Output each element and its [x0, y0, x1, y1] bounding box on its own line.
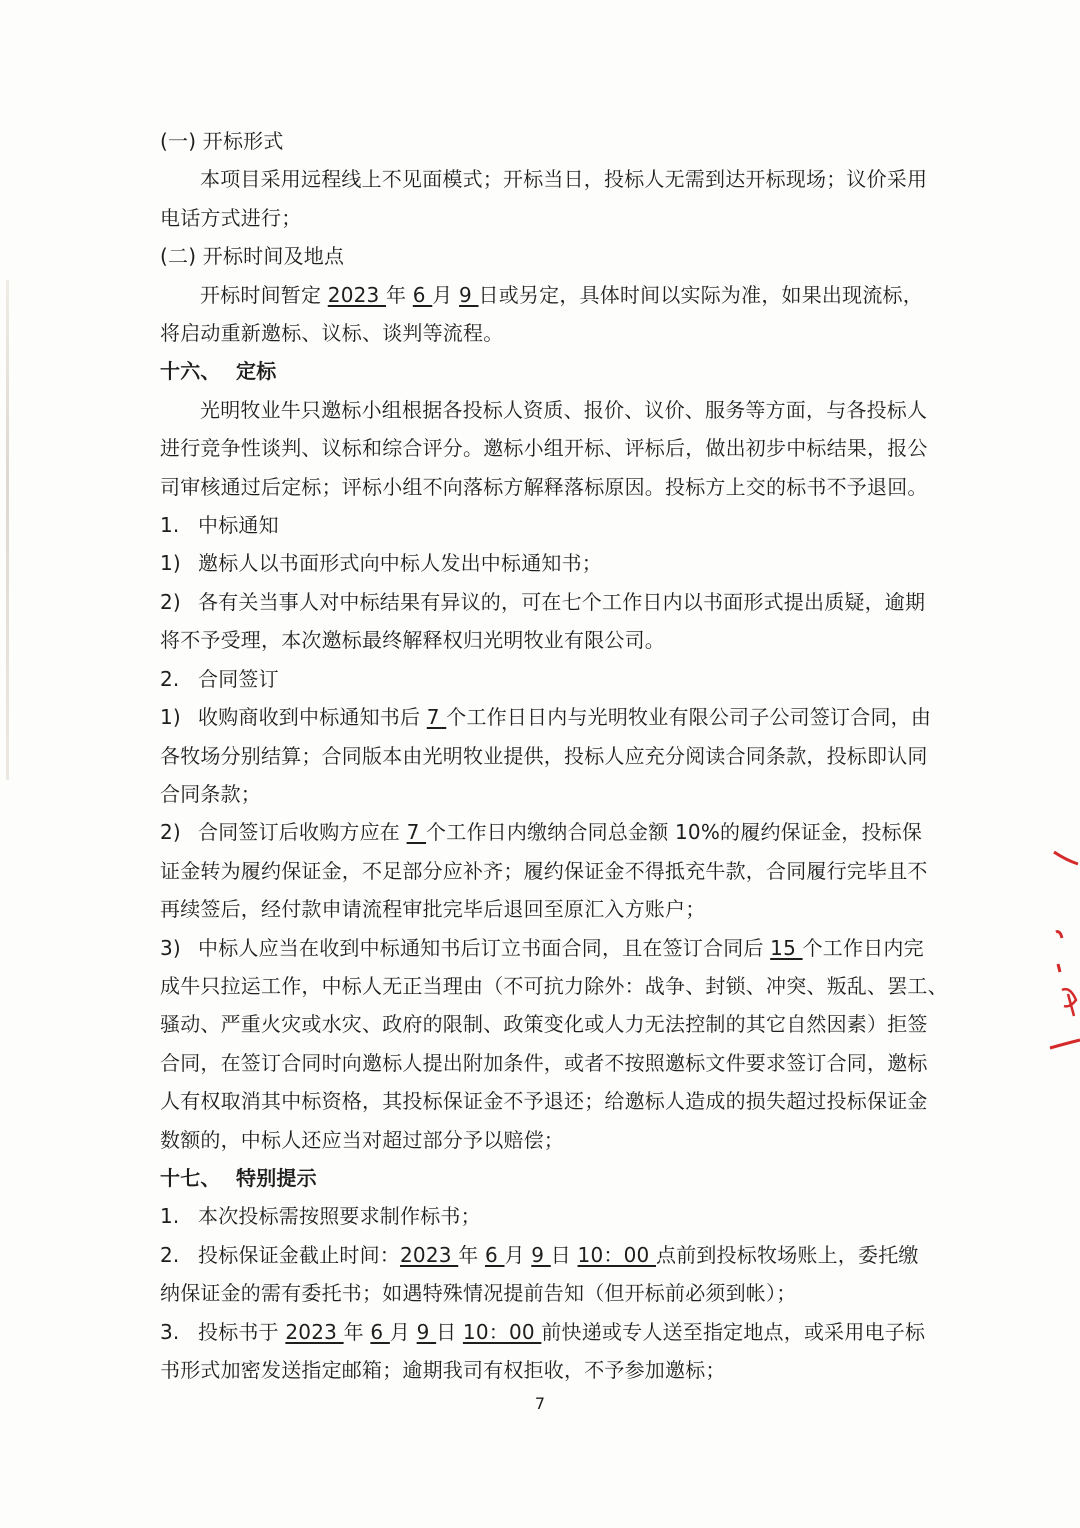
text-line: [160, 1197, 910, 1235]
text-run: 日: [436, 1319, 463, 1344]
text-run: 投标书于: [198, 1319, 286, 1344]
text-run: 将不予受理，本次邀标最终解释权归光明牧业有限公司。: [160, 628, 665, 653]
scan-edge-shadow: [6, 280, 9, 780]
text-run: 特别提示: [236, 1165, 317, 1190]
underlined-fill-value: 2023: [327, 282, 387, 307]
text-run: 邀标人以书面形式向中标人发出中标通知书；: [198, 551, 602, 576]
text-run: 月: [389, 1319, 417, 1344]
text-run: (二) 开标时间及地点: [160, 244, 345, 269]
text-run: 点前到投标牧场账上，委托缴: [656, 1242, 919, 1267]
text-run: 中标人应当在收到中标通知书后订立书面合同，且在签订合同后: [198, 935, 771, 960]
text-line: [160, 237, 910, 275]
item-number: 2.: [160, 666, 180, 691]
item-number: 1): [160, 705, 181, 730]
text-run: 将启动重新邀标、议标、谈判等流程。: [160, 321, 504, 346]
text-line: [160, 544, 910, 582]
text-run: 人有权取消其中标资格，其投标保证金不予退还；给邀标人造成的损失超过投标保证金: [160, 1089, 928, 1114]
text-run: 月: [504, 1242, 532, 1267]
underlined-fill-value: 6: [485, 1242, 505, 1267]
text-run: 纳保证金的需有委托书；如遇特殊情况提前告知（但开标前必须到帐）；: [160, 1281, 797, 1306]
text-run: 日或另定，具体时间以实际为准，如果出现流标，: [478, 282, 923, 307]
text-run: 定标: [236, 359, 277, 384]
text-run: 年: [386, 282, 413, 307]
text-run: 各牧场分别结算；合同版本由光明牧业提供，投标人应充分阅读合同条款，投标即认同: [160, 743, 928, 768]
text-line: [160, 813, 923, 851]
text-run: 个工作日日内与光明牧业有限公司子公司签订合同，由: [446, 705, 932, 730]
item-number: 1.: [160, 513, 180, 538]
underlined-fill-value: 2023: [285, 1319, 344, 1344]
underlined-fill-value: 9: [531, 1242, 551, 1267]
text-line: [160, 967, 948, 1005]
text-run: 数额的，中标人还应当对超过部分予以赔偿；: [160, 1127, 564, 1152]
text-line: [160, 852, 928, 890]
text-line: [160, 1159, 910, 1197]
underlined-fill-value: 9: [459, 282, 479, 307]
text-line: [160, 160, 928, 198]
text-line: [160, 1236, 919, 1274]
text-run: 中标通知: [198, 513, 279, 538]
text-run: 再续签后，经付款申请流程审批完毕后退回至原汇入方账户；: [160, 897, 706, 922]
section-number: 十六、: [160, 359, 221, 384]
text-line: [160, 660, 910, 698]
underlined-fill-value: 6: [370, 1319, 390, 1344]
underlined-fill-value: 10：00: [462, 1319, 542, 1344]
text-line: [160, 276, 923, 314]
text-run: 书形式加密发送指定邮箱；逾期我司有权拒收，不予参加邀标；: [160, 1358, 726, 1382]
document-body: [160, 122, 948, 1389]
underlined-fill-value: 7: [406, 820, 427, 845]
item-number: 3.: [160, 1319, 180, 1344]
item-number: 2.: [160, 1242, 180, 1267]
text-run: 合同，在签订合同时向邀标人提出附加条件，或者不按照邀标文件要求签订合同，邀标: [160, 1050, 928, 1075]
text-run: 投标保证金截止时间：: [198, 1242, 400, 1267]
text-line: [160, 122, 910, 160]
text-run: 收购商收到中标通知书后: [198, 705, 427, 730]
underlined-fill-value: 7: [426, 705, 447, 730]
underlined-fill-value: 9: [416, 1319, 437, 1344]
text-line: [160, 199, 910, 237]
text-run: 合同签订: [198, 666, 279, 691]
text-line: [160, 1121, 910, 1159]
text-line: [160, 698, 932, 736]
text-run: 开标时间暂定: [200, 282, 328, 307]
text-line: [160, 1082, 928, 1120]
page-number: 7: [534, 1394, 546, 1413]
item-number: 1.: [160, 1204, 180, 1229]
underlined-fill-value: 15: [770, 935, 803, 960]
text-run: 本次投标需按照要求制作标书；: [198, 1204, 481, 1229]
item-number: 2): [160, 589, 181, 614]
text-run: 成牛只拉运工作，中标人无正当理由（不可抗力除外：战争、封锁、冲突、叛乱、罢工、: [160, 973, 948, 998]
text-run: 本项目采用远程线上不见面模式；开标当日，投标人无需到达开标现场；议价采用: [200, 167, 928, 192]
item-number: 1): [160, 551, 181, 576]
text-line: [160, 1005, 928, 1043]
text-run: (一) 开标形式: [160, 129, 284, 153]
text-run: 个工作日内缴纳合同总金额 10%的履约保证金，投标保: [426, 820, 923, 845]
text-line: [160, 890, 910, 928]
text-run: 骚动、严重火灾或水灾、政府的限制、政策变化或人力无法控制的其它自然因素）拒签: [160, 1012, 928, 1037]
text-line: [160, 621, 910, 659]
text-run: 合同签订后收购方应在: [198, 820, 407, 845]
text-run: 年: [458, 1242, 486, 1267]
text-run: 日: [550, 1242, 578, 1267]
text-run: 年: [343, 1319, 371, 1344]
text-line: [160, 775, 910, 813]
text-line: [160, 468, 928, 506]
text-line: [160, 1044, 928, 1082]
text-run: 个工作日内完: [802, 935, 924, 960]
item-number: 2): [160, 820, 181, 845]
text-run: 各有关当事人对中标结果有异议的，可在七个工作日内以书面形式提出质疑，逾期: [198, 589, 926, 614]
text-line: [160, 1313, 926, 1351]
text-line: [160, 1351, 910, 1389]
underlined-fill-value: 10：00: [577, 1242, 656, 1267]
text-line: [160, 429, 928, 467]
text-line: [160, 352, 910, 390]
text-line: [160, 737, 928, 775]
text-line: [160, 929, 924, 967]
item-number: 3): [160, 935, 181, 960]
text-line: [160, 506, 910, 544]
text-run: 司审核通过后定标；评标小组不向落标方解释落标原因。投标方上交的标书不予退回。: [160, 474, 928, 499]
underlined-fill-value: 6: [412, 282, 433, 307]
text-run: 前快递或专人送至指定地点，或采用电子标: [541, 1319, 926, 1344]
text-line: [160, 391, 928, 429]
underlined-fill-value: 2023: [400, 1242, 459, 1267]
text-run: 证金转为履约保证金，不足部分应补齐；履约保证金不得抵充牛款，合同履行完毕且不: [160, 858, 928, 883]
text-line: [160, 583, 926, 621]
text-run: 进行竞争性谈判、议标和综合评分。邀标小组开标、评标后，做出初步中标结果，报公: [160, 436, 928, 461]
red-seal-stamp-fragment: [1040, 840, 1080, 1060]
text-run: 电话方式进行；: [160, 205, 302, 230]
text-run: 月: [432, 282, 460, 307]
section-number: 十七、: [160, 1165, 221, 1190]
text-run: 合同条款；: [160, 781, 261, 806]
text-line: [160, 1274, 910, 1312]
text-line: [160, 314, 910, 352]
text-run: 光明牧业牛只邀标小组根据各投标人资质、报价、议价、服务等方面，与各投标人: [200, 397, 928, 422]
